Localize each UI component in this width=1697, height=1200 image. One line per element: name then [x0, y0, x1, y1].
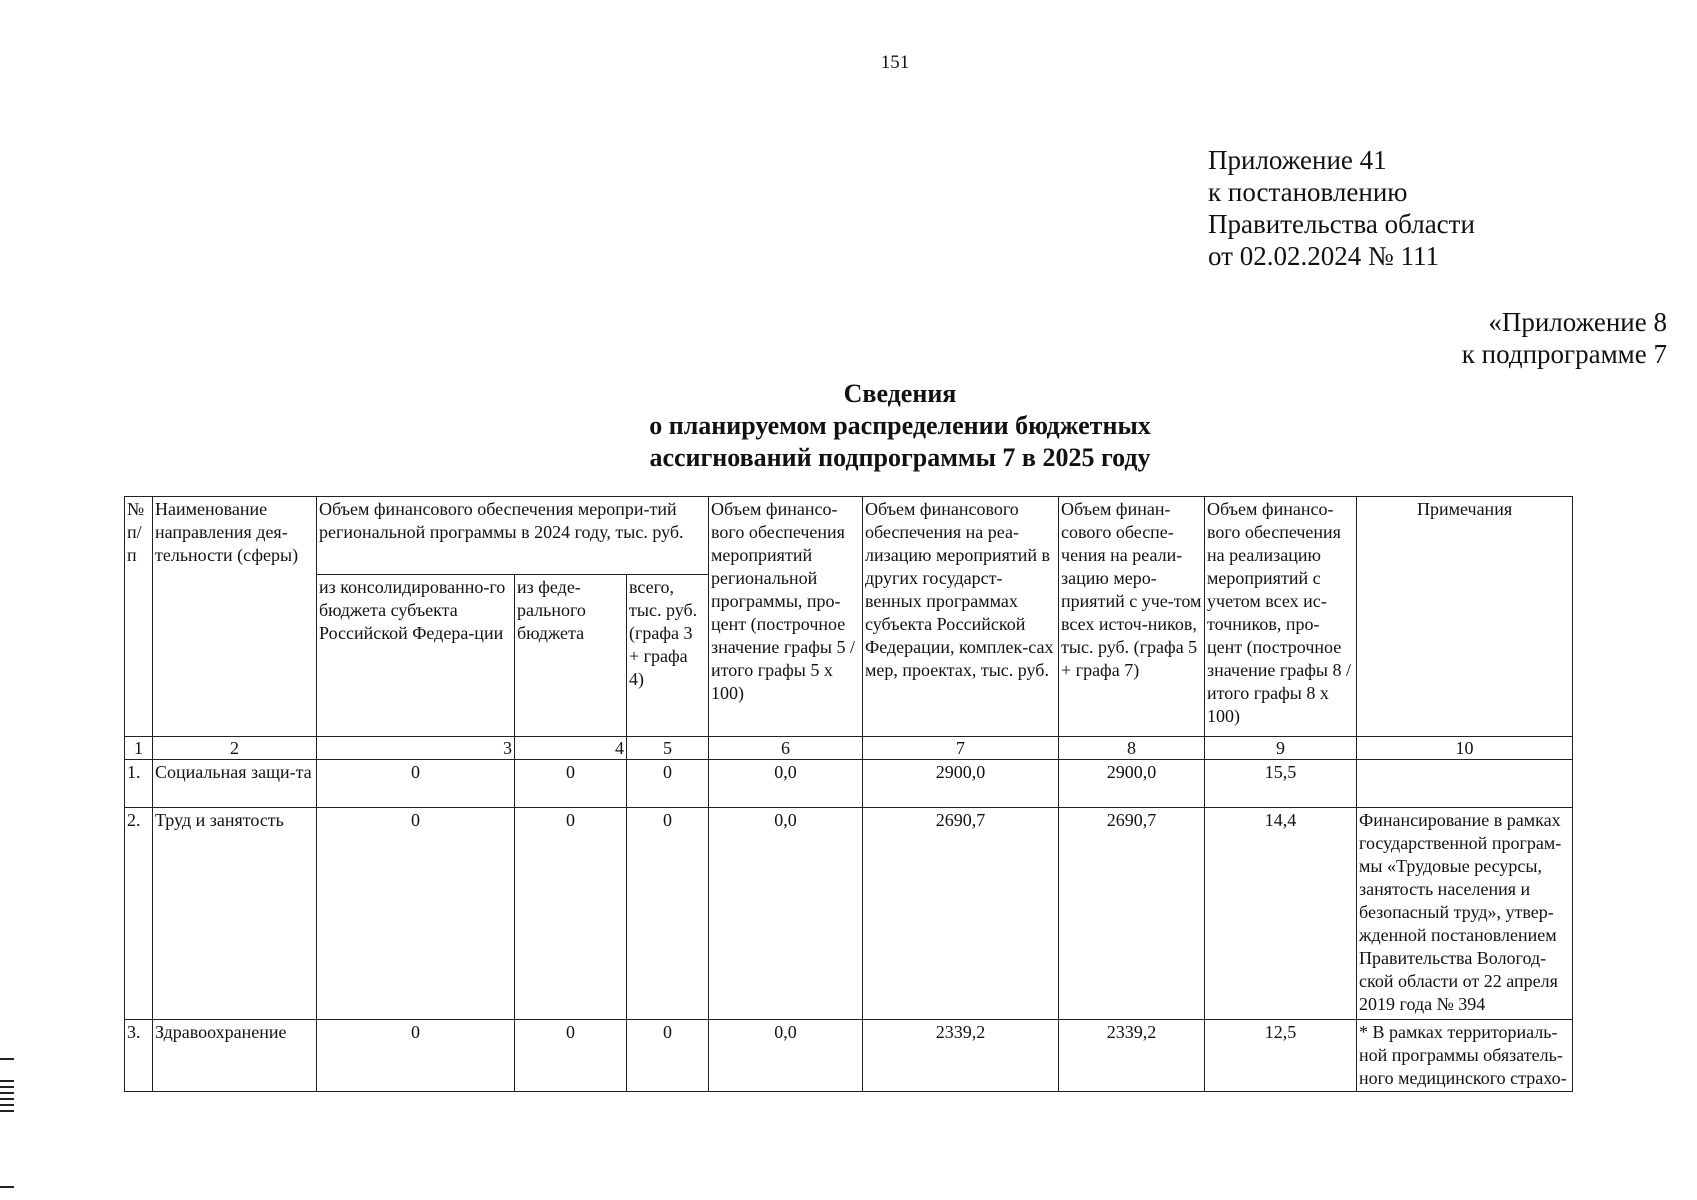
column-number: 10: [1357, 737, 1573, 760]
header-cell-regional-funding: Объем финансового обеспечения меропри-тий региональной программы в 2024 году, тыс. руб.: [317, 497, 709, 575]
cell-percent-all-sources: 12,5: [1205, 1020, 1357, 1092]
column-number: 7: [863, 737, 1059, 760]
table-row: [125, 1020, 1573, 1092]
header-cell-num: № п/п: [125, 497, 153, 737]
budget-allocation-table: [124, 496, 1573, 1092]
subprogram-appendix-reference: [1462, 306, 1667, 370]
header-cell-other-programs: Объем финансового обеспечения на реа-лизацию мероприятий в других государст-венных программах субъекта Российской Федерации, комплек-сах мер, проектах, тыс. руб.: [863, 497, 1059, 737]
cell-notes: * В рамках территориаль-ной программы обязатель-ного медицинского страхо-: [1357, 1020, 1573, 1092]
row-name: Социальная защи-та: [153, 760, 317, 808]
column-number: 8: [1059, 737, 1205, 760]
header-row: [125, 497, 1573, 575]
column-number: 5: [627, 737, 709, 760]
scan-edge-mark: [0, 1186, 14, 1188]
cell-notes: Финансирование в рамках государственной програм-мы «Трудовые ресурсы, занятость населения и безопасный труд», утвер-жденной постановлением Правительства Вологод-ской области от 22 апреля 2019 года № 394: [1357, 808, 1573, 1020]
column-number: 2: [153, 737, 317, 760]
subprogram-appendix-line: к подпрограмме 7: [1461, 339, 1667, 369]
cell-federal-budget: 0: [515, 760, 627, 808]
cell-consolidated-budget: 0: [317, 808, 515, 1020]
header-cell-percent-regional: Объем финансо-вого обеспечения мероприятий региональной программы, про-цент (построчное значение графы 5 / итого графы 5 х 100): [709, 497, 863, 737]
cell-consolidated-budget: 0: [317, 760, 515, 808]
page-number: 151: [880, 52, 910, 73]
cell-total: 0: [627, 808, 709, 1020]
row-number: 2.: [125, 808, 153, 1020]
cell-consolidated-budget: 0: [317, 1020, 515, 1092]
cell-federal-budget: 0: [515, 1020, 627, 1092]
column-number-row: [125, 737, 1573, 760]
document-title: [600, 378, 1200, 474]
header-cell-consolidated-budget: из консолидированно-го бюджета субъекта Российской Федера-ции: [317, 575, 515, 737]
cell-percent-all-sources: 14,4: [1205, 808, 1357, 1020]
scan-edge-mark: [0, 1080, 14, 1082]
title-line: ассигнований подпрограммы 7 в 2025 году: [649, 443, 1151, 472]
cell-percent-regional: 0,0: [709, 1020, 863, 1092]
appendix-line: Приложение 41: [1208, 145, 1387, 175]
appendix-line: Правительства области: [1208, 209, 1475, 239]
scan-edge-mark: [0, 1104, 14, 1106]
cell-percent-regional: 0,0: [709, 760, 863, 808]
header-cell-total: всего, тыс. руб. (графа 3 + графа 4): [627, 575, 709, 737]
cell-all-sources: 2900,0: [1059, 760, 1205, 808]
title-line: о планируемом распределении бюджетных: [649, 411, 1151, 440]
column-number: 1: [125, 737, 153, 760]
cell-other-programs: 2690,7: [863, 808, 1059, 1020]
cell-percent-all-sources: 15,5: [1205, 760, 1357, 808]
header-cell-notes: Примечания: [1357, 497, 1573, 737]
header-cell-all-sources: Объем финан-сового обеспе-чения на реали-зацию меро-приятий с уче-том всех источ-ников, тыс. руб. (графа 5 + графа 7): [1059, 497, 1205, 737]
scan-edge-mark: [0, 1092, 14, 1094]
row-name: Здравоохранение: [153, 1020, 317, 1092]
column-number: 6: [709, 737, 863, 760]
cell-total: 0: [627, 1020, 709, 1092]
cell-federal-budget: 0: [515, 808, 627, 1020]
header-cell-percent-all-sources: Объем финансо-вого обеспечения на реализацию мероприятий с учетом всех ис-точников, про-цент (построчное значение графы 8 / итого графы 8 х 100): [1205, 497, 1357, 737]
header-cell-name: Наименование направления дея-тельности (сферы): [153, 497, 317, 737]
column-number: 3: [317, 737, 515, 760]
column-number: 9: [1205, 737, 1357, 760]
scan-edge-mark: [0, 1110, 14, 1112]
scan-edge-mark: [0, 1098, 14, 1100]
scan-edge-mark: [0, 1058, 14, 1060]
table-row: [125, 760, 1573, 808]
row-number: 1.: [125, 760, 153, 808]
cell-all-sources: 2690,7: [1059, 808, 1205, 1020]
cell-other-programs: 2339,2: [863, 1020, 1059, 1092]
cell-notes: [1357, 760, 1573, 808]
column-number: 4: [515, 737, 627, 760]
row-name: Труд и занятость: [153, 808, 317, 1020]
appendix-line: к постановлению: [1208, 177, 1408, 207]
row-number: 3.: [125, 1020, 153, 1092]
appendix-line: от 02.02.2024 № 111: [1208, 241, 1439, 271]
appendix-reference: [1208, 144, 1475, 272]
cell-all-sources: 2339,2: [1059, 1020, 1205, 1092]
cell-other-programs: 2900,0: [863, 760, 1059, 808]
scan-edge-mark: [0, 1086, 14, 1088]
cell-total: 0: [627, 760, 709, 808]
table-row: [125, 808, 1573, 1020]
subprogram-appendix-line: «Приложение 8: [1488, 307, 1667, 337]
cell-percent-regional: 0,0: [709, 808, 863, 1020]
header-cell-federal-budget: из феде-рального бюджета: [515, 575, 627, 737]
title-line: Сведения: [843, 379, 957, 408]
